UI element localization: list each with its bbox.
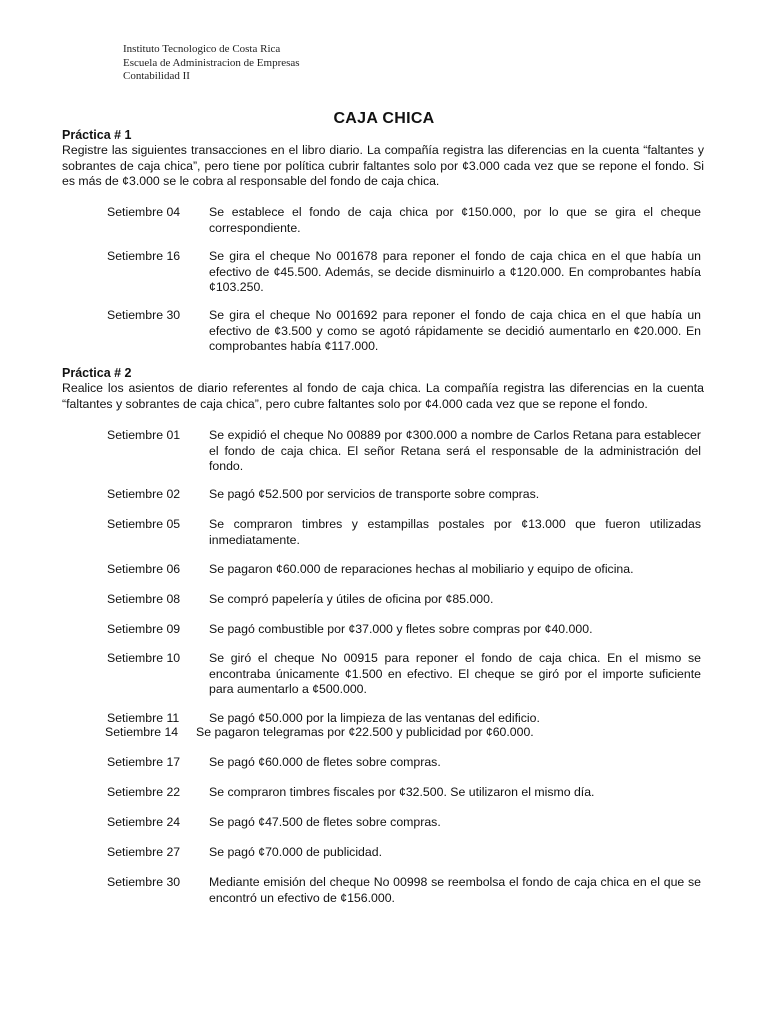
practica-2-intro: Realice los asientos de diario referentes al fondo de caja chica. La compañía registra las diferencias en la cuenta “faltantes y sobrantes de caja chica”, pero cubre faltantes solo por ¢4.000 cada vez que se repone el fondo.	[62, 381, 704, 411]
entry-date: Setiembre 10	[107, 651, 181, 665]
practica-2-entry	[107, 755, 707, 771]
practica-2-entry	[107, 592, 707, 608]
entry-text: Se pagó ¢60.000 de fletes sobre compras.	[209, 755, 441, 769]
header-institution: Instituto Tecnologico de Costa Rica	[123, 43, 281, 55]
page-title: CAJA CHICA	[333, 110, 435, 127]
entry-date: Setiembre 01	[107, 428, 181, 442]
entry-date: Setiembre 14	[105, 725, 179, 739]
practica-2-entry	[107, 815, 707, 831]
entry-date: Setiembre 16	[107, 249, 181, 263]
entry-text: Se compraron timbres fiscales por ¢32.500. Se utilizaron el mismo día.	[209, 785, 595, 799]
practica-2-entry	[107, 651, 707, 698]
practica-2-entry	[107, 428, 707, 475]
header-course: Contabilidad II	[123, 70, 190, 82]
practica-2-entry	[107, 487, 707, 503]
practica-1-entry	[107, 308, 707, 355]
entry-date: Setiembre 17	[107, 755, 181, 769]
practica-1-entry	[107, 205, 707, 236]
entry-text: Se giró el cheque No 00915 para reponer el fondo de caja chica. En el mismo se encontraba únicamente ¢1.500 en efectivo. El cheque se giró por el importe suficiente para aumentarlo a ¢500.000.	[209, 651, 701, 696]
entry-date: Setiembre 06	[107, 562, 181, 576]
entry-date: Setiembre 02	[107, 487, 181, 501]
entry-text: Se pagó ¢70.000 de publicidad.	[209, 845, 382, 859]
practica-2-entry	[107, 875, 707, 906]
entry-date: Setiembre 08	[107, 592, 181, 606]
entry-text: Se pagó ¢47.500 de fletes sobre compras.	[209, 815, 441, 829]
header-school: Escuela de Administracion de Empresas	[123, 56, 300, 69]
practica-2-entry	[107, 622, 707, 638]
entry-date: Setiembre 05	[107, 517, 181, 531]
entry-text: Se pagó combustible por ¢37.000 y fletes sobre compras por ¢40.000.	[209, 622, 593, 636]
entry-text: Se establece el fondo de caja chica por ¢150.000, por lo que se gira el cheque correspondiente.	[209, 205, 701, 235]
entry-text: Se gira el cheque No 001678 para reponer el fondo de caja chica en el que había un efectivo de ¢45.500. Además, se decide disminuirlo a ¢120.000. En comprobantes había ¢103.250.	[209, 249, 701, 294]
entry-date: Setiembre 27	[107, 845, 181, 859]
entry-text: Se pagó ¢52.500 por servicios de transporte sobre compras.	[209, 487, 540, 501]
practica-1-entry	[107, 249, 707, 296]
entry-text: Se expidió el cheque No 00889 por ¢300.000 a nombre de Carlos Retana para establecer el fondo de caja chica. El señor Retana será el responsable de la administración del fondo.	[209, 428, 701, 473]
practica-2-entry	[107, 845, 707, 861]
practica-1-heading: Práctica # 1	[62, 128, 132, 142]
entry-date: Setiembre 30	[107, 308, 181, 322]
entry-date: Setiembre 11	[107, 711, 180, 725]
practica-2-entry	[107, 725, 707, 741]
entry-text: Se pagaron telegramas por ¢22.500 y publicidad por ¢60.000.	[196, 725, 534, 739]
practica-2-heading: Práctica # 2	[62, 366, 132, 380]
practica-2-entry	[107, 785, 707, 801]
entry-text: Se gira el cheque No 001692 para reponer el fondo de caja chica en el que había un efectivo de ¢3.500 y como se agotó rápidamente se decidió aumentarlo en ¢20.000. En comprobantes había ¢117.000.	[209, 308, 701, 353]
entry-text: Se compraron timbres y estampillas postales por ¢13.000 que fueron utilizadas inmediatamente.	[209, 517, 701, 547]
entry-text: Se compró papelería y útiles de oficina por ¢85.000.	[209, 592, 494, 606]
institution-header	[123, 43, 300, 84]
practica-2-entry	[107, 517, 707, 548]
entry-text: Se pagó ¢50.000 por la limpieza de las ventanas del edificio.	[209, 711, 540, 725]
entry-date: Setiembre 30	[107, 875, 181, 889]
practica-2-entry	[107, 562, 707, 578]
practica-1-intro: Registre las siguientes transacciones en el libro diario. La compañía registra las diferencias en la cuenta “faltantes y sobrantes de caja chica”, pero tiene por política cubrir faltantes solo por ¢3.000 cada vez que se repone el fondo. Si es más de ¢3.000 se le cobra al responsable del fondo de caja chica.	[62, 143, 704, 188]
entry-text: Mediante emisión del cheque No 00998 se reembolsa el fondo de caja chica en el que se encontró un efectivo de ¢156.000.	[209, 875, 701, 905]
entry-date: Setiembre 24	[107, 815, 181, 829]
entry-text: Se pagaron ¢60.000 de reparaciones hechas al mobiliario y equipo de oficina.	[209, 562, 634, 576]
entry-date: Setiembre 04	[107, 205, 181, 219]
entry-date: Setiembre 22	[107, 785, 181, 799]
entry-date: Setiembre 09	[107, 622, 181, 636]
